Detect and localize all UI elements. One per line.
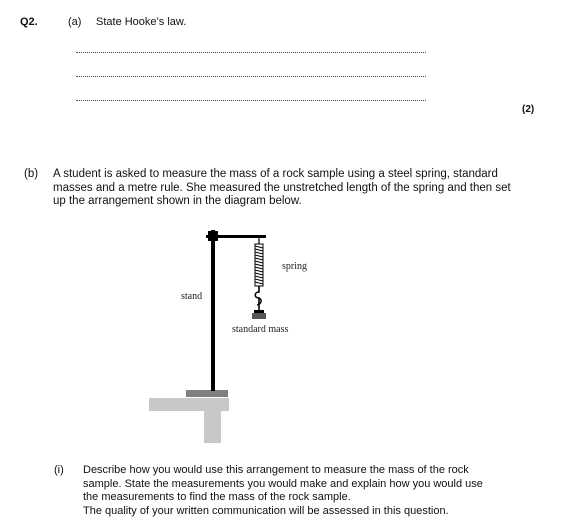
part-b-i-line-3: the measurements to find the mass of the rock sample.: [83, 491, 351, 503]
part-b-question: [53, 168, 533, 209]
standard-mass-label: standard mass: [232, 324, 289, 335]
part-b-label: (b): [24, 168, 39, 180]
standard-mass-block: [252, 310, 266, 319]
stand-rod: [211, 230, 215, 391]
part-b-i-label: (i): [54, 464, 64, 476]
part-b-i-line-2: sample. State the measurements you would make and explain how you would use: [83, 477, 483, 490]
apparatus-diagram: [140, 220, 340, 450]
stand-base: [186, 390, 228, 397]
spring: [255, 238, 263, 310]
answer-line-3[interactable]: [76, 100, 426, 101]
part-b-i-question: [83, 464, 553, 518]
spring-label: spring: [282, 261, 307, 272]
part-a-marks: (2): [522, 104, 535, 115]
question-number: Q2.: [20, 16, 38, 28]
part-b-line-3: up the arrangement shown in the diagram below.: [53, 195, 302, 207]
part-b-i-line-1: Describe how you would use this arrangement to measure the mass of the rock: [83, 464, 469, 476]
part-b-line-2: masses and a metre rule. She measured the unstretched length of the spring and then set: [53, 181, 511, 194]
stand-clamp: [208, 231, 218, 241]
part-a-label: (a): [68, 16, 82, 28]
stand-label: stand: [181, 291, 203, 302]
answer-line-2[interactable]: [76, 76, 426, 77]
bench: [149, 398, 229, 443]
part-b-line-1: A student is asked to measure the mass of a rock sample using a steel spring, standard: [53, 168, 498, 180]
part-b-i-line-4: The quality of your written communication will be assessed in this question.: [83, 504, 449, 517]
part-a-question: State Hooke’s law.: [96, 16, 187, 28]
bench-top: [149, 398, 229, 411]
answer-line-1[interactable]: [76, 52, 426, 53]
bench-leg: [204, 410, 221, 443]
